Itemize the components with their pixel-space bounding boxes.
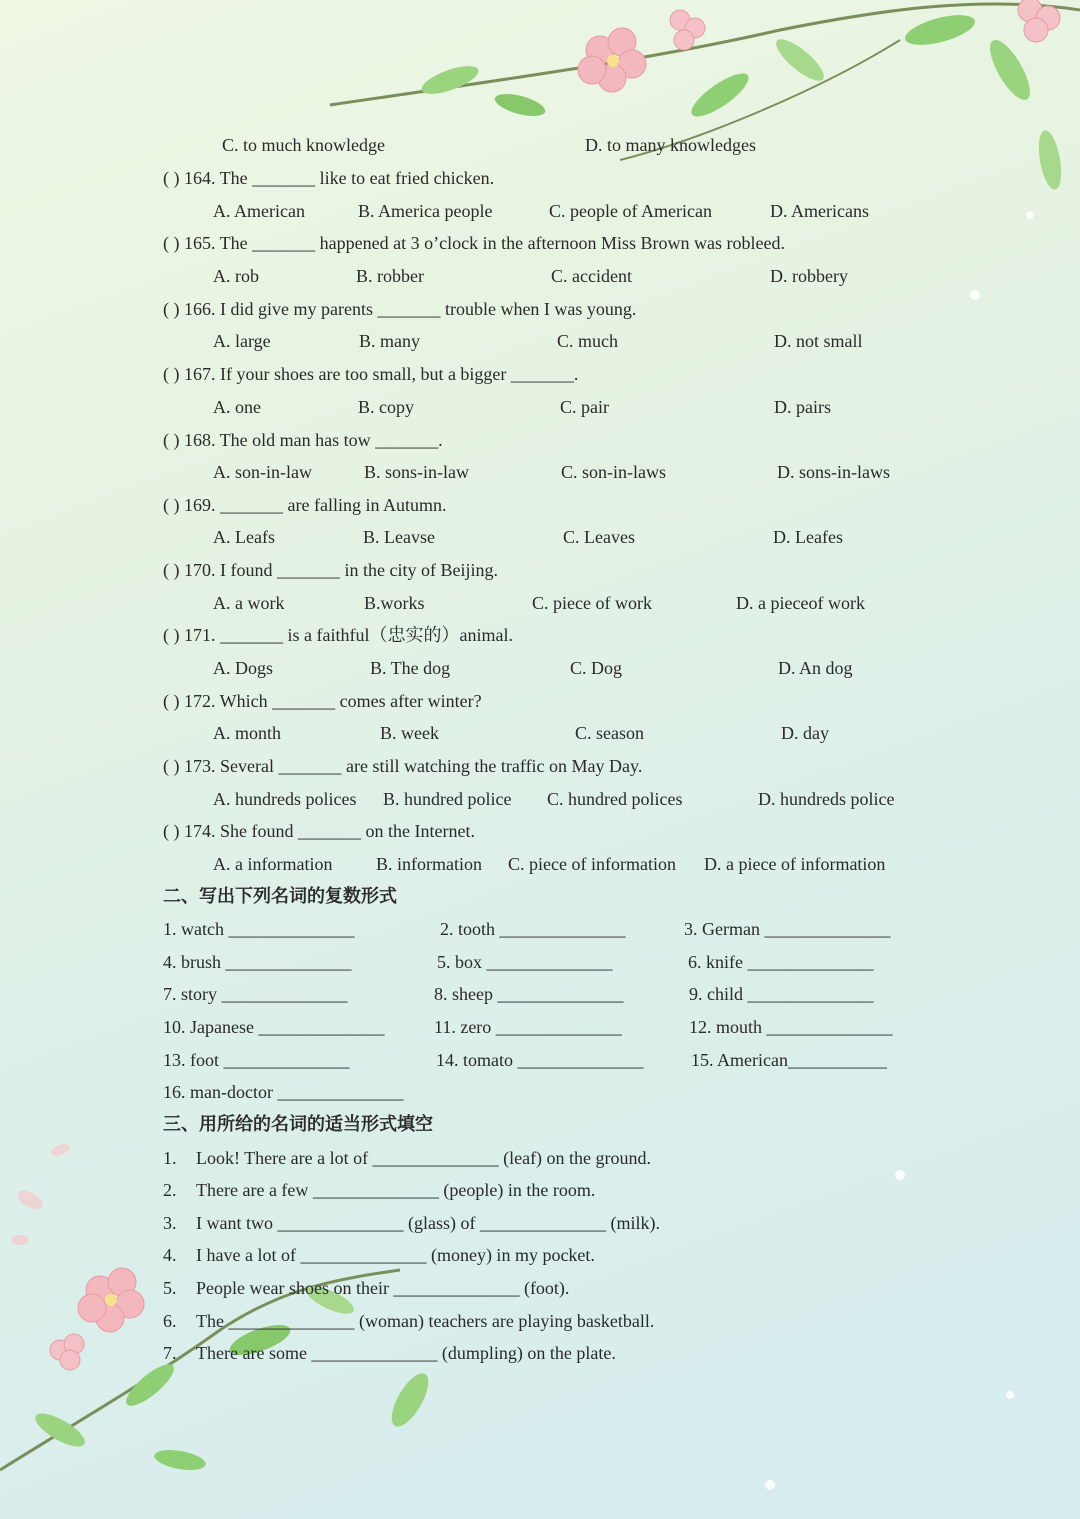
fill-item-text: There are some ______________ (dumpling) on the plate. [196, 1343, 616, 1363]
leaf-icon [385, 1368, 436, 1432]
option-b: B. many [359, 331, 420, 351]
option-163-d: D. to many knowledges [585, 135, 756, 155]
question-prompt: ( ) 164. The _______ like to eat fried chicken. [163, 168, 495, 188]
option-d: D. a piece of information [704, 854, 886, 874]
blossom-icon [78, 1268, 144, 1332]
option-d: D. pairs [774, 397, 831, 417]
option-a: A. one [213, 397, 261, 417]
plural-item: 12. mouth ______________ [689, 1017, 893, 1037]
plural-item: 15. American___________ [691, 1050, 887, 1070]
fill-item-text: People wear shoes on their ______________ (foot). [196, 1278, 570, 1298]
plural-item: 7. story ______________ [163, 984, 348, 1004]
option-a: A. Dogs [213, 658, 274, 678]
fill-item-number: 6. [163, 1311, 177, 1331]
option-c: C. people of American [549, 201, 712, 221]
option-a: A. rob [213, 266, 259, 286]
question-prompt: ( ) 172. Which _______ comes after winter? [163, 691, 482, 711]
leaf-icon [493, 90, 548, 121]
option-d: D. hundreds police [758, 789, 895, 809]
question-prompt: ( ) 174. She found _______ on the Internet. [163, 821, 475, 841]
option-c: C. season [575, 723, 644, 743]
option-d: D. Americans [770, 201, 869, 221]
fill-item-number: 5. [163, 1278, 177, 1298]
option-d: D. day [781, 723, 829, 743]
fill-item-text: The ______________ (woman) teachers are playing basketball. [196, 1311, 655, 1331]
question-prompt: ( ) 167. If your shoes are too small, but a bigger _______. [163, 364, 579, 384]
option-c: C. Leaves [563, 527, 635, 547]
leaf-icon [1035, 129, 1065, 192]
option-b: B. information [376, 854, 482, 874]
question-prompt: ( ) 168. The old man has tow _______. [163, 430, 443, 450]
option-d: D. Leafes [773, 527, 843, 547]
option-b: B. robber [356, 266, 424, 286]
blossom-icon [670, 10, 705, 50]
option-a: A. Leafs [213, 527, 275, 547]
fill-item-number: 2. [163, 1180, 177, 1200]
option-163-c: C. to much knowledge [222, 135, 385, 155]
option-a: A. American [213, 201, 305, 221]
option-b: B. America people [358, 201, 493, 221]
option-a: A. large [213, 331, 271, 351]
option-b: B. The dog [370, 658, 451, 678]
fill-item-text: I want two ______________ (glass) of ______________ (milk). [196, 1213, 660, 1233]
question-prompt: ( ) 170. I found _______ in the city of Beijing. [163, 560, 498, 580]
option-b: B. Leavse [363, 527, 435, 547]
plural-item: 16. man-doctor ______________ [163, 1082, 404, 1102]
question-prompt: ( ) 173. Several _______ are still watching the traffic on May Day. [163, 756, 643, 776]
plural-item: 14. tomato ______________ [436, 1050, 644, 1070]
option-c: C. piece of information [508, 854, 676, 874]
option-c: C. piece of work [532, 593, 652, 613]
plural-item: 1. watch ______________ [163, 919, 355, 939]
option-c: C. hundred polices [547, 789, 683, 809]
question-prompt: ( ) 165. The _______ happened at 3 o’clock in the afternoon Miss Brown was robleed. [163, 233, 786, 253]
option-b: B. sons-in-law [364, 462, 469, 482]
fill-item-number: 3. [163, 1213, 177, 1233]
question-prompt: ( ) 169. _______ are falling in Autumn. [163, 495, 447, 515]
fill-item-text: There are a few ______________ (people) in the room. [196, 1180, 596, 1200]
option-b: B.works [364, 593, 425, 613]
plural-item: 9. child ______________ [689, 984, 874, 1004]
option-d: D. not small [774, 331, 863, 351]
plural-item: 4. brush ______________ [163, 952, 352, 972]
leaf-icon [153, 1447, 207, 1474]
option-c: C. pair [560, 397, 609, 417]
option-c: C. accident [551, 266, 632, 286]
leaf-icon [121, 1358, 180, 1412]
plural-item: 5. box ______________ [437, 952, 613, 972]
option-d: D. An dog [778, 658, 853, 678]
leaf-icon [902, 9, 978, 51]
blossom-icon [50, 1334, 84, 1370]
fill-item-text: Look! There are a lot of ______________ (leaf) on the ground. [196, 1148, 652, 1168]
fill-item-number: 1. [163, 1148, 177, 1168]
plural-item: 10. Japanese ______________ [163, 1017, 385, 1037]
option-d: D. a pieceof work [736, 593, 865, 613]
option-c: C. son-in-laws [561, 462, 666, 482]
plural-item: 2. tooth ______________ [440, 919, 626, 939]
option-d: D. sons-in-laws [777, 462, 890, 482]
option-c: C. much [557, 331, 618, 351]
plural-item: 11. zero ______________ [434, 1017, 622, 1037]
section-2-title: 二、写出下列名词的复数形式 [163, 886, 397, 907]
leaf-icon [418, 60, 481, 99]
option-a: A. month [213, 723, 282, 743]
leaf-icon [686, 66, 754, 123]
option-d: D. robbery [770, 266, 848, 286]
question-prompt: ( ) 171. _______ is a faithful（忠实的）animal. [163, 625, 513, 645]
section-3-title: 三、用所给的名词的适当形式填空 [163, 1114, 433, 1135]
option-a: A. hundreds polices [213, 789, 357, 809]
option-a: A. son-in-law [213, 462, 312, 482]
plural-item: 8. sheep ______________ [434, 984, 624, 1004]
leaf-icon [983, 35, 1038, 106]
blossom-icon [578, 28, 646, 92]
plural-item: 6. knife ______________ [688, 952, 874, 972]
option-b: B. copy [358, 397, 414, 417]
fill-item-text: I have a lot of ______________ (money) in my pocket. [196, 1245, 595, 1265]
option-b: B. hundred police [383, 789, 512, 809]
leaf-icon [771, 33, 830, 87]
option-c: C. Dog [570, 658, 623, 678]
question-prompt: ( ) 166. I did give my parents _______ trouble when I was young. [163, 299, 637, 319]
plural-item: 13. foot ______________ [163, 1050, 350, 1070]
plural-item: 3. German ______________ [684, 919, 891, 939]
option-a: A. a information [213, 854, 333, 874]
option-a: A. a work [213, 593, 285, 613]
option-b: B. week [380, 723, 439, 743]
fill-item-number: 4. [163, 1245, 177, 1265]
fill-item-number: 7. [163, 1343, 177, 1363]
petal-icon [11, 1142, 71, 1245]
